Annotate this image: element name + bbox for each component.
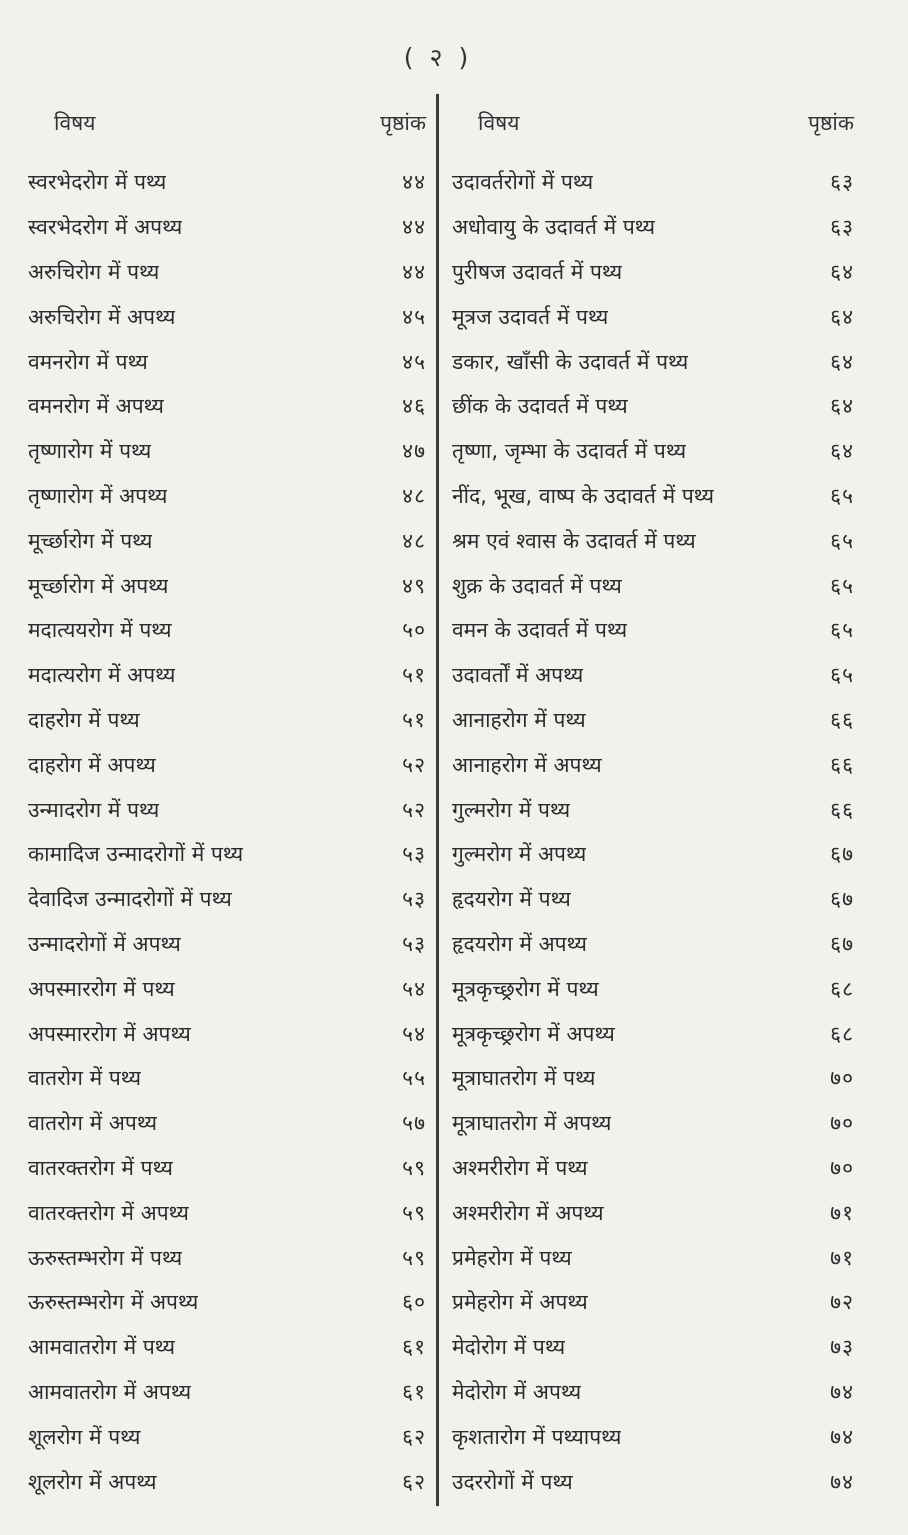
entry-subject: मूत्रकृच्छ्ररोग में अपथ्य bbox=[452, 1021, 615, 1046]
entry-subject: मूत्रज उदावर्त में पथ्य bbox=[452, 304, 609, 329]
entry-page: ४६ bbox=[402, 394, 426, 419]
index-entry bbox=[452, 1414, 854, 1459]
entry-page: ४९ bbox=[402, 573, 426, 598]
entry-page: ७३ bbox=[830, 1335, 854, 1360]
entry-page: ५३ bbox=[402, 887, 426, 912]
entry-subject: शुक्र के उदावर्त में पथ्य bbox=[452, 573, 622, 598]
index-entry bbox=[28, 1414, 426, 1459]
index-entry bbox=[452, 1190, 854, 1235]
entry-subject: डकार, खाँसी के उदावर्त में पथ्य bbox=[452, 349, 689, 374]
entry-subject: तृष्णारोग में पथ्य bbox=[28, 439, 152, 464]
entry-page: ५७ bbox=[402, 1111, 426, 1136]
index-entry bbox=[28, 742, 426, 787]
right-entries bbox=[452, 160, 854, 1504]
index-entry bbox=[452, 1280, 854, 1325]
entry-subject: अरुचिरोग में अपथ्य bbox=[28, 304, 176, 329]
index-entry bbox=[28, 1459, 426, 1504]
entry-subject: उदावर्तरोगों में पथ्य bbox=[452, 170, 594, 195]
entry-subject: आनाहरोग में अपथ्य bbox=[452, 752, 602, 777]
index-entry bbox=[452, 698, 854, 743]
index-entry bbox=[28, 698, 426, 743]
right-column bbox=[452, 108, 854, 1504]
entry-subject: मेदोरोग में अपथ्य bbox=[452, 1379, 582, 1404]
index-entry bbox=[28, 1280, 426, 1325]
index-entry bbox=[28, 429, 426, 474]
index-entry bbox=[28, 339, 426, 384]
entry-subject: स्वरभेदरोग में पथ्य bbox=[28, 170, 167, 195]
index-entry bbox=[28, 832, 426, 877]
index-entry bbox=[28, 474, 426, 519]
page-heading: पृष्ठांक bbox=[808, 111, 854, 135]
entry-page: ६२ bbox=[402, 1424, 426, 1449]
entry-page: ६७ bbox=[830, 887, 854, 912]
entry-subject: अरुचिरोग में पथ्य bbox=[28, 259, 160, 284]
entry-page: ६६ bbox=[830, 797, 854, 822]
entry-subject: उदावर्तों में अपथ्य bbox=[452, 663, 584, 688]
entry-page: ५९ bbox=[402, 1200, 426, 1225]
entry-subject: देवादिज उन्मादरोगों में पथ्य bbox=[28, 887, 232, 912]
entry-subject: पुरीषज उदावर्त में पथ्य bbox=[452, 259, 623, 284]
entry-subject: मेदोरोग में पथ्य bbox=[452, 1335, 566, 1360]
entry-page: ६८ bbox=[830, 976, 854, 1001]
index-entry bbox=[452, 563, 854, 608]
entry-page: ७२ bbox=[830, 1290, 854, 1315]
entry-page: ६४ bbox=[830, 394, 854, 419]
index-entry bbox=[28, 1370, 426, 1415]
entry-subject: आनाहरोग में पथ्य bbox=[452, 707, 586, 732]
index-entry bbox=[28, 294, 426, 339]
entry-page: ७० bbox=[830, 1111, 854, 1136]
entry-page: ६३ bbox=[830, 215, 854, 240]
entry-subject: गुल्मरोग में पथ्य bbox=[452, 797, 571, 822]
entry-page: ४५ bbox=[402, 349, 426, 374]
entry-subject: अधोवायु के उदावर्त में पथ्य bbox=[452, 215, 656, 240]
entry-subject: कामादिज उन्मादरोगों में पथ्य bbox=[28, 842, 244, 867]
index-entry bbox=[28, 1325, 426, 1370]
entry-subject: अपस्माररोग में पथ्य bbox=[28, 976, 175, 1001]
column-divider bbox=[436, 94, 439, 1506]
entry-page: ५२ bbox=[402, 752, 426, 777]
index-entry bbox=[452, 832, 854, 877]
entry-page: ६३ bbox=[830, 170, 854, 195]
entry-page: ५१ bbox=[402, 707, 426, 732]
entry-subject: तृष्णा, जृम्भा के उदावर्त में पथ्य bbox=[452, 439, 687, 464]
entry-subject: वातरोग में पथ्य bbox=[28, 1066, 142, 1091]
entry-page: ५२ bbox=[402, 797, 426, 822]
index-entry bbox=[28, 653, 426, 698]
index-entry bbox=[28, 205, 426, 250]
entry-page: ६० bbox=[402, 1290, 426, 1315]
entry-subject: उन्मादरोग में पथ्य bbox=[28, 797, 160, 822]
index-entry bbox=[452, 608, 854, 653]
entry-subject: उन्मादरोगों में अपथ्य bbox=[28, 931, 181, 956]
entry-subject: मूर्च्छारोग में अपथ्य bbox=[28, 573, 169, 598]
entry-subject: अपस्माररोग में अपथ्य bbox=[28, 1021, 191, 1046]
entry-page: ६५ bbox=[830, 528, 854, 553]
entry-page: ७० bbox=[830, 1066, 854, 1091]
entry-subject: हृदयरोग में अपथ्य bbox=[452, 931, 587, 956]
entry-page: ४८ bbox=[402, 528, 426, 553]
entry-page: ६५ bbox=[830, 663, 854, 688]
entry-page: ६६ bbox=[830, 752, 854, 777]
entry-subject: शूलरोग में पथ्य bbox=[28, 1424, 141, 1449]
entry-subject: गुल्मरोग में अपथ्य bbox=[452, 842, 587, 867]
index-entry bbox=[28, 1146, 426, 1191]
index-entry bbox=[28, 608, 426, 653]
index-entry bbox=[452, 1370, 854, 1415]
entry-subject: प्रमेहरोग में पथ्य bbox=[452, 1245, 572, 1270]
index-entry bbox=[452, 250, 854, 295]
entry-subject: वमनरोग में पथ्य bbox=[28, 349, 148, 374]
entry-subject: नींद, भूख, वाष्प के उदावर्त में पथ्य bbox=[452, 483, 715, 508]
entry-page: ४४ bbox=[402, 259, 426, 284]
index-entry bbox=[28, 160, 426, 205]
entry-page: ६७ bbox=[830, 931, 854, 956]
index-entry bbox=[28, 384, 426, 429]
index-entry bbox=[452, 742, 854, 787]
index-entry bbox=[452, 339, 854, 384]
index-entry bbox=[28, 1235, 426, 1280]
entry-subject: उदररोगों में पथ्य bbox=[452, 1469, 573, 1494]
subject-heading: विषय bbox=[478, 111, 520, 135]
entry-page: ७४ bbox=[830, 1469, 854, 1494]
entry-page: ४४ bbox=[402, 170, 426, 195]
index-entry bbox=[28, 877, 426, 922]
entry-page: ६४ bbox=[830, 349, 854, 374]
entry-page: ५१ bbox=[402, 663, 426, 688]
entry-subject: तृष्णारोग में अपथ्य bbox=[28, 483, 168, 508]
entry-subject: दाहरोग में अपथ्य bbox=[28, 752, 156, 777]
entry-page: ६१ bbox=[402, 1379, 426, 1404]
left-column-header bbox=[28, 108, 426, 138]
entry-page: ७१ bbox=[830, 1245, 854, 1270]
index-entry bbox=[452, 1459, 854, 1504]
index-entry bbox=[452, 384, 854, 429]
index-entry bbox=[28, 1011, 426, 1056]
index-entry bbox=[452, 653, 854, 698]
entry-page: ५० bbox=[402, 618, 426, 643]
entry-subject: वमनरोग में अपथ्य bbox=[28, 394, 164, 419]
entry-page: ६४ bbox=[830, 259, 854, 284]
index-entry bbox=[452, 877, 854, 922]
entry-subject: वातरक्तरोग में अपथ्य bbox=[28, 1200, 189, 1225]
entry-subject: स्वरभेदरोग में अपथ्य bbox=[28, 215, 183, 240]
entry-subject: कृशतारोग में पथ्यापथ्य bbox=[452, 1424, 622, 1449]
index-entry bbox=[452, 474, 854, 519]
entry-page: ६६ bbox=[830, 707, 854, 732]
entry-page: ४८ bbox=[402, 483, 426, 508]
index-entry bbox=[452, 429, 854, 474]
index-entry bbox=[28, 966, 426, 1011]
left-column bbox=[28, 108, 426, 1504]
entry-page: ५३ bbox=[402, 931, 426, 956]
index-entry bbox=[452, 518, 854, 563]
right-column-header bbox=[452, 108, 854, 138]
entry-page: ६४ bbox=[830, 439, 854, 464]
entry-page: ६१ bbox=[402, 1335, 426, 1360]
entry-page: ५९ bbox=[402, 1245, 426, 1270]
entry-subject: मदात्ययरोग में पथ्य bbox=[28, 618, 172, 643]
index-entry bbox=[452, 1146, 854, 1191]
index-entry bbox=[452, 966, 854, 1011]
index-entry bbox=[452, 1325, 854, 1370]
entry-subject: शूलरोग में अपथ्य bbox=[28, 1469, 157, 1494]
entry-page: ४७ bbox=[402, 439, 426, 464]
index-entry bbox=[452, 160, 854, 205]
index-entry bbox=[28, 787, 426, 832]
index-entry bbox=[28, 1101, 426, 1146]
entry-page: ६७ bbox=[830, 842, 854, 867]
entry-subject: दाहरोग में पथ्य bbox=[28, 707, 140, 732]
page-heading: पृष्ठांक bbox=[380, 111, 426, 135]
entry-page: ४४ bbox=[402, 215, 426, 240]
entry-subject: मूत्राघातरोग में अपथ्य bbox=[452, 1111, 612, 1136]
entry-subject: वातरक्तरोग में पथ्य bbox=[28, 1155, 173, 1180]
entry-subject: श्रम एवं श्वास के उदावर्त में पथ्य bbox=[452, 528, 696, 553]
page-number: ( २ ) bbox=[403, 43, 473, 72]
entry-page: ५४ bbox=[402, 1021, 426, 1046]
entry-page: ६२ bbox=[402, 1469, 426, 1494]
entry-subject: छींक के उदावर्त में पथ्य bbox=[452, 394, 628, 419]
entry-subject: वातरोग में अपथ्य bbox=[28, 1111, 158, 1136]
entry-page: ७४ bbox=[830, 1424, 854, 1449]
index-entry bbox=[452, 1235, 854, 1280]
entry-page: ६५ bbox=[830, 573, 854, 598]
entry-page: ६५ bbox=[830, 483, 854, 508]
index-entry bbox=[28, 922, 426, 967]
entry-page: ७४ bbox=[830, 1379, 854, 1404]
entry-subject: अश्मरीरोग में अपथ्य bbox=[452, 1200, 604, 1225]
index-entry bbox=[452, 205, 854, 250]
entry-subject: हृदयरोग में पथ्य bbox=[452, 887, 571, 912]
index-entry bbox=[452, 1101, 854, 1146]
entry-subject: आमवातरोग में पथ्य bbox=[28, 1335, 176, 1360]
entry-page: ७१ bbox=[830, 1200, 854, 1225]
index-entry bbox=[28, 250, 426, 295]
entry-page: ४५ bbox=[402, 304, 426, 329]
left-entries bbox=[28, 160, 426, 1504]
index-entry bbox=[452, 294, 854, 339]
entry-subject: प्रमेहरोग में अपथ्य bbox=[452, 1290, 588, 1315]
index-entry bbox=[28, 1190, 426, 1235]
entry-subject: आमवातरोग में अपथ्य bbox=[28, 1379, 192, 1404]
index-entry bbox=[28, 563, 426, 608]
index-entry bbox=[28, 518, 426, 563]
entry-subject: मूत्रकृच्छ्ररोग में पथ्य bbox=[452, 976, 599, 1001]
entry-page: ५९ bbox=[402, 1155, 426, 1180]
entry-page: ५५ bbox=[402, 1066, 426, 1091]
entry-page: ५४ bbox=[402, 976, 426, 1001]
index-entry bbox=[28, 1056, 426, 1101]
index-entry bbox=[452, 1056, 854, 1101]
entry-subject: वमन के उदावर्त में पथ्य bbox=[452, 618, 628, 643]
entry-subject: ऊरुस्तम्भरोग में पथ्य bbox=[28, 1245, 183, 1270]
entry-page: ७० bbox=[830, 1155, 854, 1180]
index-entry bbox=[452, 1011, 854, 1056]
entry-page: ६८ bbox=[830, 1021, 854, 1046]
entry-subject: ऊरुस्तम्भरोग में अपथ्य bbox=[28, 1290, 199, 1315]
index-entry bbox=[452, 922, 854, 967]
index-entry bbox=[452, 787, 854, 832]
entry-page: ५३ bbox=[402, 842, 426, 867]
entry-subject: मदात्यरोग में अपथ्य bbox=[28, 663, 176, 688]
entry-subject: मूत्राघातरोग में पथ्य bbox=[452, 1066, 596, 1091]
subject-heading: विषय bbox=[54, 111, 96, 135]
entry-page: ६५ bbox=[830, 618, 854, 643]
entry-subject: मूर्च्छारोग में पथ्य bbox=[28, 528, 153, 553]
entry-subject: अश्मरीरोग में पथ्य bbox=[452, 1155, 588, 1180]
entry-page: ६४ bbox=[830, 304, 854, 329]
